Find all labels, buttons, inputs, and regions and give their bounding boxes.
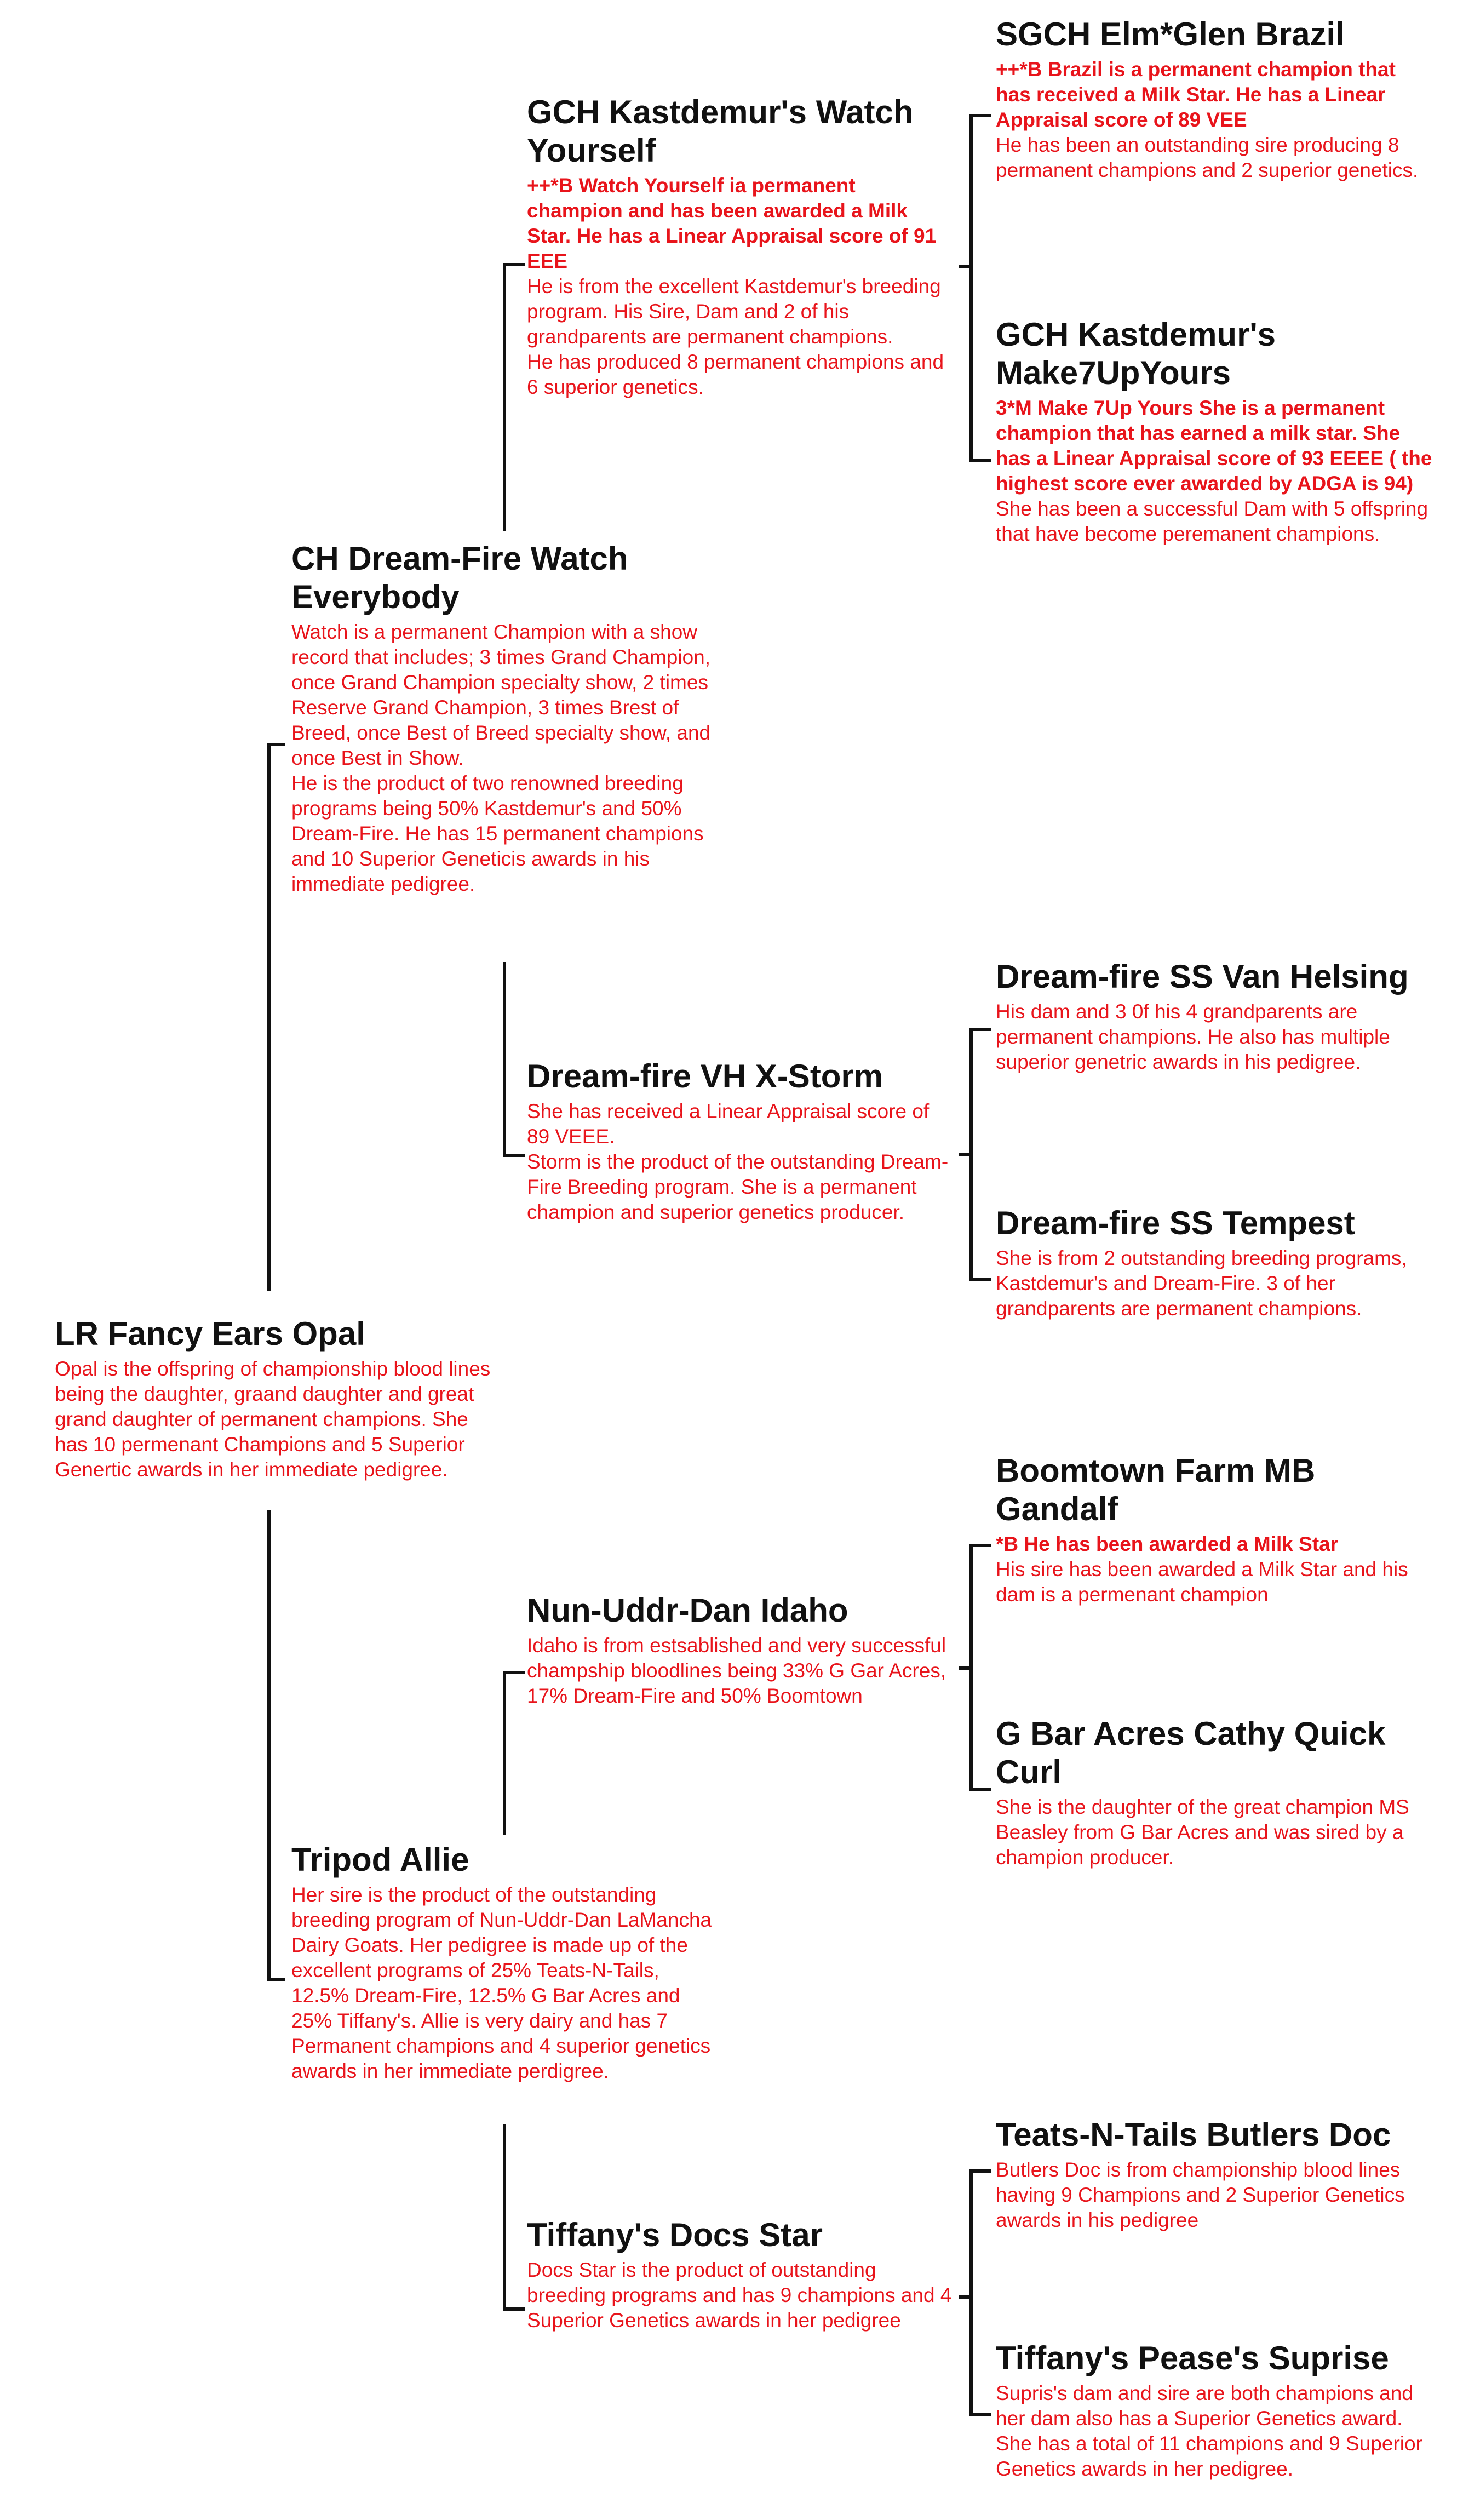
connector-line — [267, 743, 271, 1291]
connector-line — [959, 265, 973, 268]
node-sire-sire — [527, 93, 954, 400]
connector-line — [959, 2295, 973, 2299]
node-sire — [291, 540, 713, 897]
node-dam-dam — [527, 2216, 954, 2333]
node-dam — [291, 1841, 713, 2084]
node-name: Teats-N-Tails Butlers Doc — [996, 2116, 1391, 2153]
connector-line — [503, 2124, 506, 2311]
node-ggp-6 — [996, 1715, 1434, 1870]
connector-line — [969, 114, 991, 117]
node-name: Tiffany's Pease's Suprise — [996, 2340, 1389, 2376]
node-name: GCH Kastdemur's Make7UpYours — [996, 316, 1276, 391]
node-desc: Idaho is from estsablished and very successful champship bloodlines being 33% G Gar Acres, 17% Dream-Fire and 50% Boomtown — [527, 1634, 946, 1707]
node-name: Tiffany's Docs Star — [527, 2217, 823, 2253]
node-desc: She has received a Linear Appraisal score of 89 VEEE. — [527, 1100, 930, 1148]
node-award: ++*B Watch Yourself ia permanent champion and has been awarded a Milk Star. He has a Linear Appraisal score of 91 EEE — [527, 174, 937, 272]
node-ggp-1 — [996, 15, 1434, 183]
node-name: Nun-Uddr-Dan Idaho — [527, 1592, 848, 1629]
node-ggp-2 — [996, 316, 1434, 547]
node-desc: She has been a successful Dam with 5 offspring that have become peremanent champions. — [996, 497, 1428, 545]
node-desc: He is the product of two renowned breeding programs being 50% Kastdemur's and 50% Dream-Fire. He has 15 permanent champions and 10 Superior Geneticis awards in his immediate pedigree. — [291, 772, 704, 895]
connector-line — [969, 459, 991, 462]
node-desc: He has produced 8 permanent champions and 6 superior genetics. — [527, 351, 944, 398]
node-name: GCH Kastdemur's Watch Yourself — [527, 94, 914, 169]
node-desc: She is the daughter of the great champion MS Beasley from G Bar Acres and was sired by a champion producer. — [996, 1796, 1409, 1869]
node-dam-sire — [527, 1591, 954, 1709]
connector-line — [969, 1028, 991, 1031]
connector-line — [503, 1154, 525, 1157]
connector-line — [503, 962, 506, 1157]
node-name: Dream-fire SS Van Helsing — [996, 958, 1409, 995]
node-sire-dam — [527, 1057, 954, 1225]
node-desc: His sire has been awarded a Milk Star and his dam is a permenant champion — [996, 1558, 1408, 1606]
connector-line — [503, 1671, 506, 1835]
connector-line — [267, 1510, 271, 1981]
node-desc: Docs Star is the product of outstanding breeding programs and has 9 champions and 4 Superior Genetics awards in her pedigree — [527, 2259, 952, 2332]
node-desc: Supris's dam and sire are both champions and her dam also has a Superior Genetics award. She has a total of 11 champions and 9 Superior Genetics awards in her pedigree. — [996, 2382, 1422, 2480]
node-desc: Her sire is the product of the outstanding breeding program of Nun-Uddr-Dan LaMancha Dairy Goats. Her pedigree is made up of the excellent programs of 25% Teats-N-Tails, 12.5% Dream-Fire, 12.5% G Bar Acres and 25% Tiffany's. Allie is very dairy and has 7 Permanent champions and 4 superior genetics awards in her immediate perdigree. — [291, 1883, 712, 2082]
node-name: LR Fancy Ears Opal — [55, 1315, 365, 1352]
node-name: Dream-fire SS Tempest — [996, 1205, 1355, 1241]
node-name: CH Dream-Fire Watch Everybody — [291, 540, 628, 615]
node-name: Dream-fire VH X-Storm — [527, 1058, 883, 1095]
node-name: SGCH Elm*Glen Brazil — [996, 16, 1345, 53]
node-name: Tripod Allie — [291, 1841, 469, 1878]
connector-line — [503, 1671, 525, 1674]
connector-line — [969, 2413, 991, 2416]
node-desc: He is from the excellent Kastdemur's breeding program. His Sire, Dam and 2 of his grandparents are permanent champions. — [527, 275, 941, 348]
connector-line — [969, 1788, 991, 1791]
connector-line — [969, 1544, 991, 1547]
node-ggp-4 — [996, 1204, 1434, 1321]
node-name: G Bar Acres Cathy Quick Curl — [996, 1715, 1386, 1790]
connector-line — [969, 2169, 991, 2173]
connector-line — [969, 1278, 991, 1281]
node-ggp-8 — [996, 2339, 1434, 2482]
connector-line — [959, 1153, 973, 1156]
node-award: 3*M Make 7Up Yours She is a permanent champion that has earned a milk star. She has a Linear Appraisal score of 93 EEEE ( the highest score ever awarded by ADGA is 94) — [996, 397, 1432, 495]
connector-line — [969, 114, 973, 462]
node-desc: She is from 2 outstanding breeding programs, Kastdemur's and Dream-Fire. 3 of her grandparents are permanent champions. — [996, 1247, 1407, 1320]
node-award: *B He has been awarded a Milk Star — [996, 1533, 1339, 1555]
node-award: ++*B Brazil is a permanent champion that has received a Milk Star. He has a Linear Appraisal score of 89 VEE — [996, 58, 1396, 131]
connector-line — [503, 2307, 525, 2311]
node-desc: He has been an outstanding sire producing 8 permanent champions and 2 superior genetics. — [996, 134, 1419, 181]
node-ggp-7 — [996, 2116, 1434, 2233]
connector-line — [267, 743, 285, 746]
connector-line — [503, 263, 506, 531]
connector-line — [503, 263, 525, 266]
node-desc: Opal is the offspring of championship blood lines being the daughter, graand daughter and great grand daughter of permanent champions. She has 10 permenant Champions and 5 Superior Genertic awards in her immediate pedigree. — [55, 1358, 491, 1481]
node-desc: Storm is the product of the outstanding Dream-Fire Breeding program. She is a permanent champion and superior genetics producer. — [527, 1150, 949, 1223]
node-desc: Watch is a permanent Champion with a show record that includes; 3 times Grand Champion, once Grand Champion specialty show, 2 times Reserve Grand Champion, 3 times Brest of Breed, once Best of Breed specialty show, and once Best in Show. — [291, 621, 711, 769]
node-desc: Butlers Doc is from championship blood lines having 9 Champions and 2 Superior Genetics awards in his pedigree — [996, 2158, 1405, 2231]
node-desc: His dam and 3 0f his 4 grandparents are permanent champions. He also has multiple superior genetric awards in his pedigree. — [996, 1000, 1390, 1073]
node-name: Boomtown Farm MB Gandalf — [996, 1452, 1316, 1527]
connector-line — [267, 1978, 285, 1981]
node-ggp-5 — [996, 1452, 1434, 1607]
node-root — [55, 1315, 493, 1482]
node-ggp-3 — [996, 958, 1434, 1075]
connector-line — [959, 1666, 973, 1670]
connector-line — [969, 2169, 973, 2416]
